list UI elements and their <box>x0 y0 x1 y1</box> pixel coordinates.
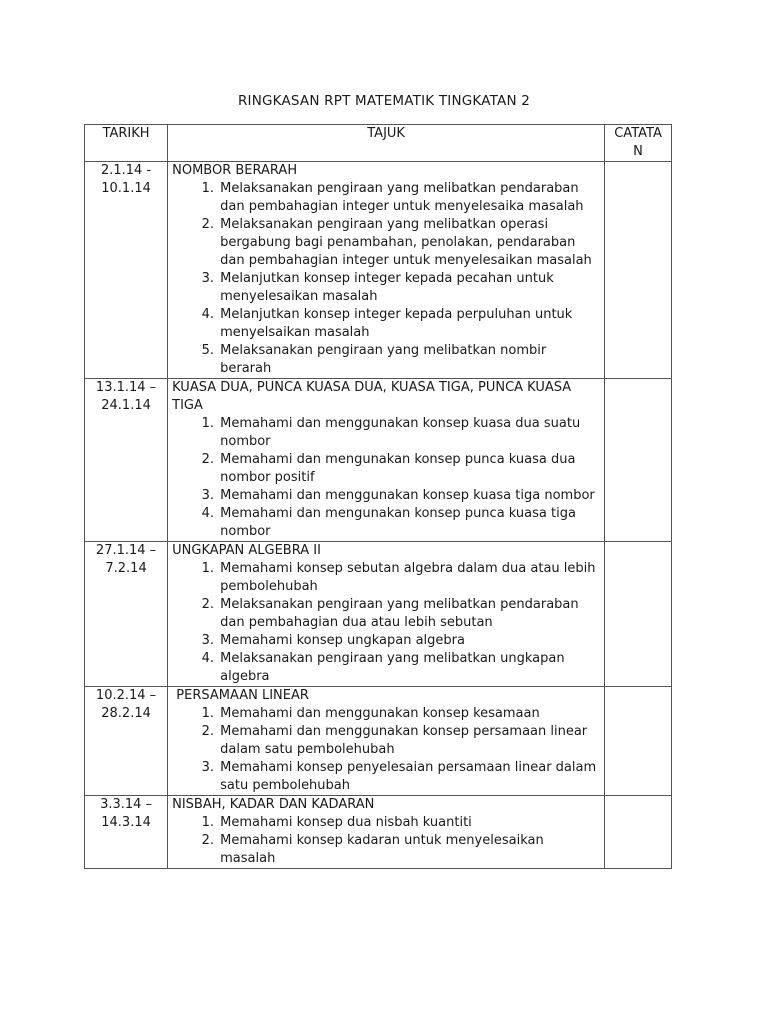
notes-cell <box>605 162 672 379</box>
objective-item: 1. Memahami konsep sebutan algebra dalam dua atau lebih pembolehubah <box>218 560 600 596</box>
topic-title: PERSAMAAN LINEAR <box>172 688 309 703</box>
objective-item: 1. Melaksanakan pengiraan yang melibatkan pendaraban dan pembahagian integer untuk menyelesaika masalah <box>218 180 600 216</box>
objective-item: 2. Memahami dan menggunakan konsep persamaan linear dalam satu pembolehubah <box>218 723 600 759</box>
objective-item: 3. Memahami konsep penyelesaian persamaan linear dalam satu pembolehubah <box>218 759 600 795</box>
table-header-row <box>85 125 672 162</box>
notes-cell <box>605 687 672 796</box>
topic-cell <box>168 796 605 869</box>
objective-item: 3. Memahami dan menggunakan konsep kuasa tiga nombor <box>218 487 600 505</box>
objective-item: 4. Memahami dan mengunakan konsep punca kuasa tiga nombor <box>218 505 600 541</box>
table-row <box>85 796 672 869</box>
notes-cell <box>605 796 672 869</box>
topic-cell <box>168 379 605 542</box>
objective-item: 3. Memahami konsep ungkapan algebra <box>218 632 600 650</box>
objectives-list <box>172 180 600 378</box>
date-cell: 13.1.14 – 24.1.14 <box>85 379 168 542</box>
objective-item: 3. Melanjutkan konsep integer kepada pecahan untuk menyelesaikan masalah <box>218 270 600 306</box>
objective-item: 4. Melanjutkan konsep integer kepada perpuluhan untuk menyelsaikan masalah <box>218 306 600 342</box>
table-row <box>85 162 672 379</box>
objective-item: 1. Memahami dan menggunakan konsep kesamaan <box>218 705 600 723</box>
objective-item: 1. Memahami konsep dua nisbah kuantiti <box>218 814 600 832</box>
topic-cell <box>168 542 605 687</box>
objectives-list <box>172 415 600 541</box>
topic-cell <box>168 162 605 379</box>
table-row <box>85 687 672 796</box>
objective-item: 2. Melaksanakan pengiraan yang melibatkan operasi bergabung bagi penambahan, penolakan, pendaraban dan pembahagian integer untuk menyelesaikan masalah <box>218 216 600 270</box>
date-cell: 10.2.14 – 28.2.14 <box>85 687 168 796</box>
date-cell: 2.1.14 - 10.1.14 <box>85 162 168 379</box>
table-row <box>85 379 672 542</box>
document-title: RINGKASAN RPT MATEMATIK TINGKATAN 2 <box>237 93 531 109</box>
rpt-table <box>84 124 672 869</box>
objective-item: 2. Memahami konsep kadaran untuk menyelesaikan masalah <box>218 832 600 868</box>
objective-item: 2. Memahami dan mengunakan konsep punca kuasa dua nombor positif <box>218 451 600 487</box>
topic-title: KUASA DUA, PUNCA KUASA DUA, KUASA TIGA, PUNCA KUASA TIGA <box>172 380 576 413</box>
column-header-topic: TAJUK <box>168 125 605 162</box>
column-header-notes: CATATA N <box>605 125 672 162</box>
table-row <box>85 542 672 687</box>
topic-title: NOMBOR BERARAH <box>172 163 298 178</box>
objective-item: 4. Melaksanakan pengiraan yang melibatkan ungkapan algebra <box>218 650 600 686</box>
table-body <box>85 162 672 869</box>
objective-item: 2. Melaksanakan pengiraan yang melibatkan pendaraban dan pembahagian dua atau lebih sebutan <box>218 596 600 632</box>
objective-item: 1. Memahami dan menggunakan konsep kuasa dua suatu nombor <box>218 415 600 451</box>
objectives-list <box>172 705 600 795</box>
column-header-date: TARIKH <box>85 125 168 162</box>
date-cell: 3.3.14 – 14.3.14 <box>85 796 168 869</box>
notes-cell <box>605 379 672 542</box>
date-cell: 27.1.14 – 7.2.14 <box>85 542 168 687</box>
topic-title: UNGKAPAN ALGEBRA II <box>172 543 321 558</box>
topic-cell <box>168 687 605 796</box>
topic-title: NISBAH, KADAR DAN KADARAN <box>172 797 375 812</box>
objectives-list <box>172 560 600 686</box>
objective-item: 5. Melaksanakan pengiraan yang melibatkan nombir berarah <box>218 342 600 378</box>
notes-cell <box>605 542 672 687</box>
objectives-list <box>172 814 600 868</box>
